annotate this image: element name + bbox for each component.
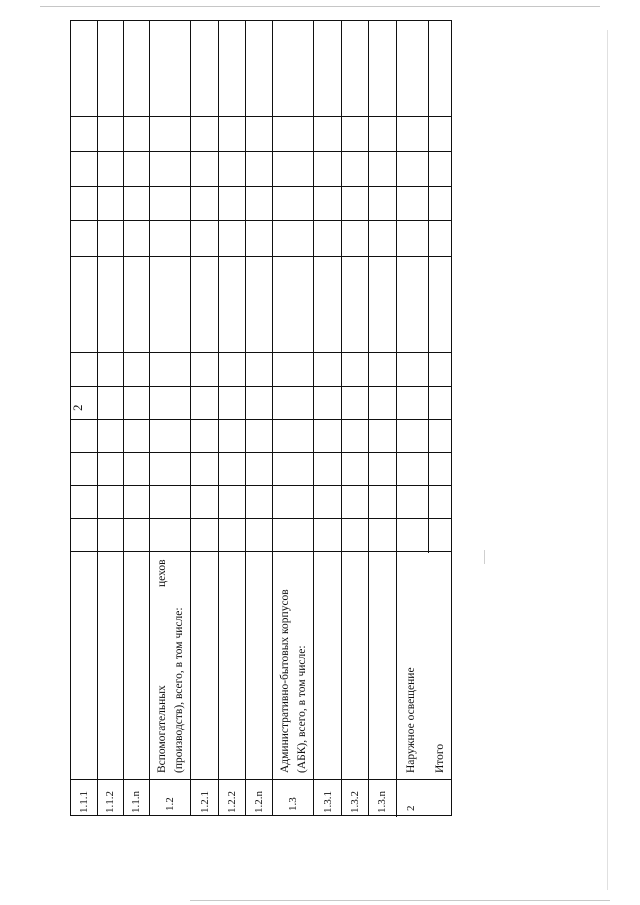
row-label-line: (АБК), всего, в том числе:: [296, 645, 308, 773]
row-divider: [123, 21, 124, 815]
row-label: Наружное освещение: [405, 667, 417, 773]
row-divider: [368, 21, 369, 815]
row-code: 1.1.2: [104, 791, 116, 813]
row-divider: [149, 21, 150, 815]
scan-edge-right: [607, 30, 608, 890]
col-divider: [71, 386, 451, 387]
page-number: 2: [70, 404, 85, 411]
row-label-line: (производств), всего, в том числе:: [173, 607, 185, 773]
row-divider: [313, 21, 314, 815]
row-code: 1.3.2: [349, 791, 361, 813]
row-divider: [218, 21, 219, 815]
row-divider-partial: [428, 21, 429, 553]
row-divider: [341, 21, 342, 815]
row-divider: [97, 21, 98, 815]
col-divider: [71, 779, 451, 780]
col-divider: [71, 116, 451, 117]
col-divider: [71, 452, 451, 453]
col-divider: [71, 518, 451, 519]
row-divider: [272, 21, 273, 815]
col-divider: [71, 186, 451, 187]
scan-edge-top: [40, 6, 600, 7]
col-divider: [71, 256, 451, 257]
row-code: 1.3.n: [376, 791, 388, 813]
row-code: 1.1.1: [78, 791, 90, 813]
row-code: 1.3.1: [322, 791, 334, 813]
row-label-line: Вспомогательных: [156, 685, 168, 773]
col-divider: [71, 551, 451, 552]
col-divider: [71, 220, 451, 221]
row-code: 1.2.n: [253, 791, 265, 813]
total-label: Итого: [434, 743, 446, 773]
row-code: 1.1.n: [130, 791, 142, 813]
row-divider: [190, 21, 191, 815]
row-label-line-end: цехов: [156, 559, 168, 587]
col-divider: [71, 352, 451, 353]
scan-edge-bottom: [190, 900, 610, 901]
row-code: 1.2.1: [199, 791, 211, 813]
row-code: 1.2: [164, 797, 176, 811]
row-code: 1.2.2: [226, 791, 238, 813]
rotated-table: [70, 20, 452, 816]
row-code: 2: [405, 805, 417, 811]
col-divider: [71, 151, 451, 152]
row-code: 1.3: [287, 797, 299, 811]
col-divider: [71, 485, 451, 486]
scan-mark: [484, 550, 485, 564]
row-label-line: Административно-бытовых корпусов: [279, 589, 291, 773]
row-divider: [245, 21, 246, 815]
col-divider: [71, 419, 451, 420]
